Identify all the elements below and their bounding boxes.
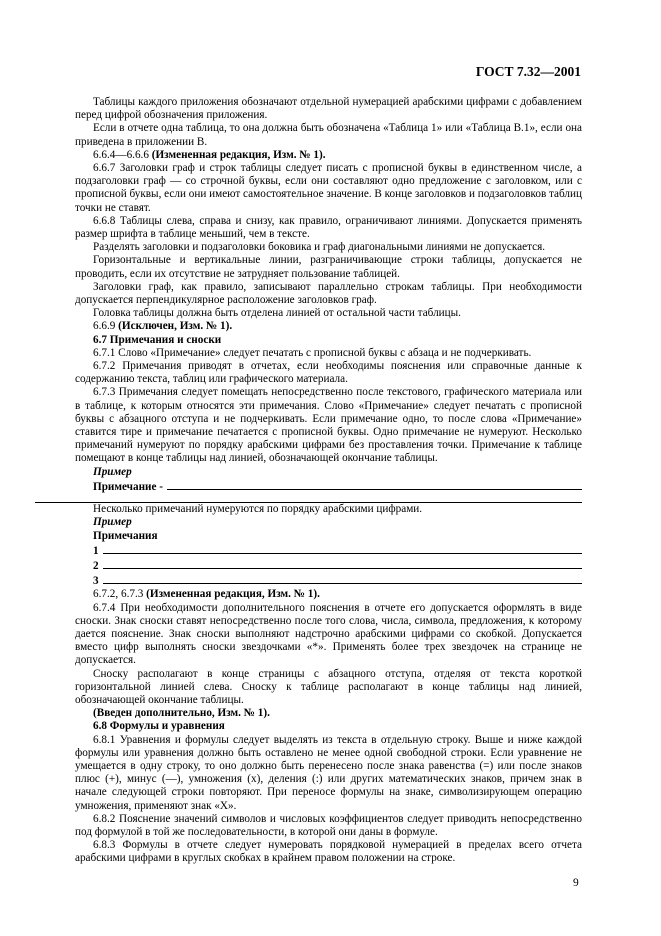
note-rule [103, 573, 582, 584]
paragraph: Заголовки граф, как правило, записывают параллельно строкам таблицы. При необходимости допускается перпендикулярное расположение заголовков граф. [75, 280, 582, 307]
paragraph: 6.6.8 Таблицы слева, справа и снизу, как правило, ограничивают линиями. Допускается применять размер шрифта в таблице меньший, чем в тексте. [75, 214, 582, 241]
page-number: 9 [573, 877, 579, 889]
note-line [75, 479, 582, 494]
paragraph: Несколько примечаний нумеруются по порядку арабскими цифрами. [93, 503, 423, 516]
paragraph: Горизонтальные и вертикальные линии, разграничивающие строки таблицы, допускается не проводить, если их отсутствие не затрудняет пользование таблицей. [75, 254, 582, 280]
note-number: 2 [93, 559, 99, 572]
notes-label: Примечания [93, 529, 158, 542]
note-number: 3 [93, 575, 99, 588]
paragraph: 6.8.2 Пояснение значений символов и числовых коэффициентов следует приводить непосредственно под формулой в той же последовательности, в которой они даны в формуле. [75, 812, 582, 838]
clause-number: 6.6.4—6.6.6 [93, 148, 149, 161]
note-line [75, 573, 582, 588]
paragraph [75, 149, 582, 162]
note-number: 1 [93, 544, 99, 557]
paragraph: Сноску располагают в конце страницы с абзацного отступа, отделяя от текста короткой горизонтальной линией слева. Сноску к таблице располагают в конце таблицы над линией, обозначающей окончание таблицы. [75, 667, 582, 706]
note-rule [167, 479, 582, 490]
paragraph: Если в отчете одна таблица, то она должна быть обозначена «Таблица 1» или «Таблица В.1», если она приведена в приложении В. [75, 122, 582, 148]
paragraph: Разделять заголовки и подзаголовки боковика и граф диагональными линиями не допускается. [93, 241, 546, 254]
paragraph: 6.6.7 Заголовки граф и строк таблицы следует писать с прописной буквы в единственном числе, а подзаголовки граф — со строчной буквы, если они составляют одно предложение с заголовком, или с прописной буквы, если они имеют самостоятельное значение. В конце заголовков и подзаголовков таблиц точки не ставят. [75, 162, 582, 214]
amendment-note: (Исключен, Изм. № 1). [118, 320, 233, 333]
example-label: Пример [93, 465, 132, 478]
note-rule [103, 558, 582, 569]
document-header: ГОСТ 7.32—2001 [475, 64, 581, 79]
amendment-note: (Измененная редакция, Изм. № 1). [151, 148, 326, 161]
paragraph: 6.7.1 Слово «Примечание» следует печатать с прописной буквы с абзаца и не подчеркивать. [93, 346, 532, 359]
paragraph: Головка таблицы должна быть отделена линией от остальной части таблицы. [93, 307, 461, 320]
paragraph: 6.7.3 Примечания следует помещать непосредственно после текстового, графического материала или в таблице, к которым относятся эти примечания. Слово «Примечание» следует печатать с прописной буквы с абзацного отступа и не подчеркивать. Если примечание одно, то после слова «Примечание» ставится тире и примечание печатается с прописной буквы. Одно примечание не нумеруют. Несколько примечаний нумеруют по порядку арабскими цифрами без проставления точки. Примечание к таблице помещают в конце таблицы над линией, обозначающей окончание таблицы. [75, 386, 582, 465]
paragraph: Таблицы каждого приложения обозначают отдельной нумерацией арабскими цифрами с добавлением перед цифрой обозначения приложения. [75, 96, 582, 122]
paragraph [75, 588, 582, 601]
amendment-note: (Введен дополнительно, Изм. № 1). [93, 707, 270, 720]
document-body [75, 96, 582, 866]
paragraph: 6.7.2 Примечания приводят в отчетах, если необходимы пояснения или справочные данные к содержанию текста, таблиц или графического материала. [75, 360, 582, 386]
paragraph: 6.8.1 Уравнения и формулы следует выделять из текста в отдельную строку. Выше и ниже каждой формулы или уравнения должно быть оставлено не менее одной свободной строки. Если уравнение не умещается в одну строку, то оно должно быть перенесено после знака равенства (=) или после знаков плюс (+), минус (—), умножения (х), деления (:) или других математических знаков, причем знак в начале следующей строки повторяют. При переносе формулы на знаке, символизирующем операцию умножения, применяют знак «X». [75, 733, 582, 812]
table-end-rule [35, 494, 582, 503]
amendment-note: (Измененная редакция, Изм. № 1). [146, 588, 320, 601]
note-label: Примечание - [93, 480, 163, 493]
paragraph: 6.7.4 При необходимости дополнительного пояснения в отчете его допускается оформлять в виде сноски. Знак сноски ставят непосредственно после того слова, числа, символа, предложения, к которому дается пояснение. Знак сноски выполняют надстрочно арабскими цифрами со скобкой. Допускается вместо цифр выполнять сноски звездочками «*». Применять более трех звездочек на странице не допускается. [75, 601, 582, 667]
section-heading: 6.8 Формулы и уравнения [93, 720, 225, 733]
note-line [75, 558, 582, 573]
note-rule [103, 543, 582, 554]
clause-number: 6.6.9 [93, 320, 116, 333]
paragraph: 6.8.3 Формулы в отчете следует нумеровать порядковой нумерацией в пределах всего отчета арабскими цифрами в круглых скобках в крайнем правом положении на строке. [75, 839, 582, 865]
note-line [75, 543, 582, 558]
example-label: Пример [93, 516, 132, 529]
clause-number: 6.7.2, 6.7.3 [93, 588, 144, 601]
section-heading: 6.7 Примечания и сноски [93, 333, 222, 346]
paragraph [75, 320, 582, 333]
